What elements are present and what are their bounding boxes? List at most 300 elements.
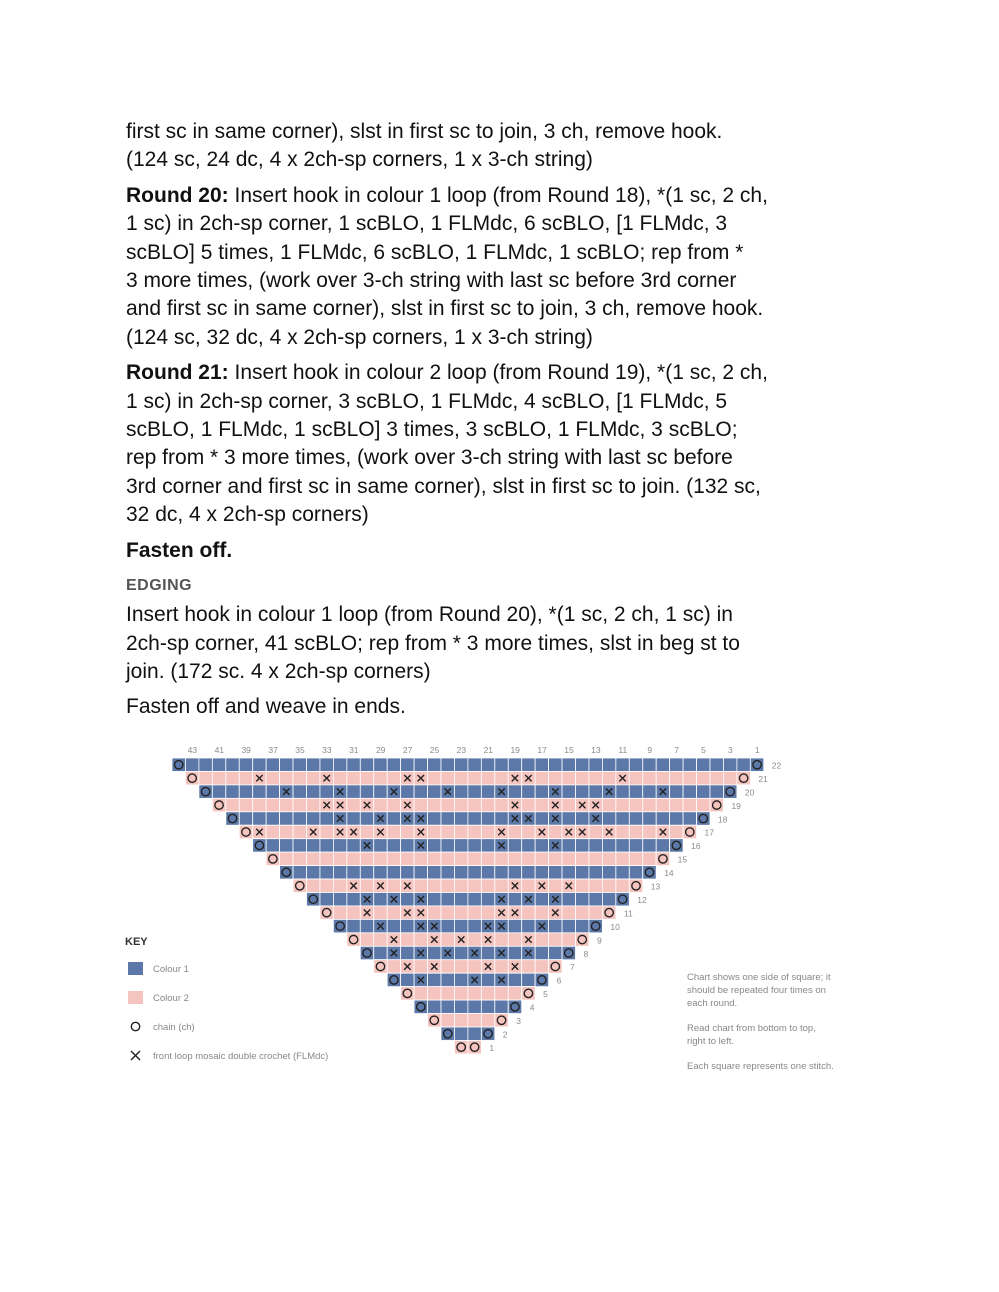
chart-cell xyxy=(616,758,629,771)
chart-cell xyxy=(522,798,535,811)
intro-line: (124 sc, 24 dc, 4 x 2ch-sp corners, 1 x 3-ch string) xyxy=(126,148,593,172)
column-label: 13 xyxy=(591,745,601,755)
round-21-line: rep from * 3 more times, (work over 3-ch string with last sc before xyxy=(126,446,733,470)
row-label: 3 xyxy=(516,1016,521,1026)
chart-cell xyxy=(280,852,293,865)
chart-cell xyxy=(670,758,683,771)
chart-cell xyxy=(414,798,427,811)
chart-cell xyxy=(454,1014,467,1027)
chart-cell xyxy=(441,839,454,852)
chart-cell xyxy=(549,852,562,865)
chart-cell xyxy=(468,825,481,838)
chart-cell xyxy=(495,1000,508,1013)
chart-cell xyxy=(293,785,306,798)
chart-cell xyxy=(307,785,320,798)
chart-cell xyxy=(253,785,266,798)
chart-cell xyxy=(495,933,508,946)
chart-cell xyxy=(643,785,656,798)
chart-cell xyxy=(549,919,562,932)
chart-cell xyxy=(414,960,427,973)
chart-cell xyxy=(535,852,548,865)
key-label: Colour 1 xyxy=(153,964,189,975)
chart-cell xyxy=(522,785,535,798)
column-label: 37 xyxy=(268,745,278,755)
chart-cell xyxy=(428,987,441,1000)
chart-cell xyxy=(401,758,414,771)
chart-cell xyxy=(320,839,333,852)
chart-cell xyxy=(562,893,575,906)
chart-cell xyxy=(535,960,548,973)
edging-heading: EDGING xyxy=(126,577,193,595)
chart-cell xyxy=(347,839,360,852)
chart-cell xyxy=(441,1000,454,1013)
chart-cell xyxy=(293,839,306,852)
chart-cell xyxy=(602,866,615,879)
chart-cell xyxy=(360,866,373,879)
row-label: 7 xyxy=(570,962,575,973)
column-label: 19 xyxy=(510,745,520,755)
chart-cell xyxy=(454,812,467,825)
chart-cell xyxy=(414,785,427,798)
round-20-label: Round 20: xyxy=(126,183,229,207)
chart-cell xyxy=(441,919,454,932)
chart-cell xyxy=(481,946,494,959)
chart-cell xyxy=(307,866,320,879)
chart-cell xyxy=(428,1000,441,1013)
chart-cell xyxy=(481,758,494,771)
chart-cell xyxy=(589,879,602,892)
chart-cell xyxy=(428,866,441,879)
key-label: front loop mosaic double crochet (FLMdc) xyxy=(153,1051,329,1062)
chart-cell xyxy=(212,758,225,771)
chart-cell xyxy=(508,866,521,879)
chart-cell xyxy=(441,798,454,811)
chart-cell xyxy=(468,771,481,784)
chart-cell xyxy=(307,771,320,784)
chart-note: right to left. xyxy=(687,1036,734,1047)
row-label: 22 xyxy=(771,760,782,771)
chart-cell xyxy=(670,785,683,798)
chart-cell xyxy=(293,866,306,879)
column-label: 17 xyxy=(537,745,547,755)
chart-cell xyxy=(199,771,212,784)
chart-cell xyxy=(468,879,481,892)
chart-cell xyxy=(535,758,548,771)
chart-cell xyxy=(454,839,467,852)
chart-cell xyxy=(495,960,508,973)
chart-cell xyxy=(468,960,481,973)
chart-cell xyxy=(522,960,535,973)
chart-cell xyxy=(320,812,333,825)
chart-cell xyxy=(522,852,535,865)
chart-cell xyxy=(468,758,481,771)
chart-cell xyxy=(374,798,387,811)
round-20-text: Insert hook in colour 1 loop (from Round 18), *(1 sc, 2 ch, xyxy=(228,183,768,207)
chart-cell xyxy=(629,839,642,852)
chart-cell xyxy=(454,758,467,771)
chart-cell xyxy=(387,906,400,919)
chart-cell xyxy=(333,852,346,865)
chart-cell xyxy=(333,839,346,852)
chart-cell xyxy=(576,906,589,919)
round-21-paragraph xyxy=(126,359,886,529)
chart-cell xyxy=(441,866,454,879)
chart-cell xyxy=(454,866,467,879)
chart-cell xyxy=(468,933,481,946)
chart-cell xyxy=(522,839,535,852)
chart-cell xyxy=(549,933,562,946)
chart-cell xyxy=(535,785,548,798)
chart-cell xyxy=(643,825,656,838)
chart-cell xyxy=(522,825,535,838)
chart-cell xyxy=(697,798,710,811)
chart-cell xyxy=(535,839,548,852)
row-label: 4 xyxy=(529,1002,535,1013)
chart-cell xyxy=(226,785,239,798)
chart-cell xyxy=(428,879,441,892)
chart-cell xyxy=(333,906,346,919)
chart-cell xyxy=(347,852,360,865)
chart-cell xyxy=(468,812,481,825)
chart-cell xyxy=(481,973,494,986)
round-20-paragraph xyxy=(126,182,886,352)
chart-cell xyxy=(401,973,414,986)
chart-cell xyxy=(629,771,642,784)
chart-cell xyxy=(360,933,373,946)
chart-cell xyxy=(549,879,562,892)
chart-cell xyxy=(307,879,320,892)
chart-cell xyxy=(589,852,602,865)
chart-cell xyxy=(441,973,454,986)
column-label: 5 xyxy=(701,745,706,755)
chart-cell xyxy=(401,839,414,852)
chart-cell xyxy=(629,852,642,865)
chart-cell xyxy=(656,758,669,771)
chart-cell xyxy=(293,812,306,825)
chart-cell xyxy=(293,771,306,784)
round-21-line: 1 sc) in 2ch-sp corner, 3 scBLO, 1 FLMdc, 4 scBLO, [1 FLMdc, 5 xyxy=(126,389,728,413)
chart-cell xyxy=(562,758,575,771)
chart-cell xyxy=(522,906,535,919)
column-label: 35 xyxy=(295,745,305,755)
chart-cell xyxy=(374,893,387,906)
chart-cell xyxy=(454,960,467,973)
round-21-line: 3rd corner and first sc in same corner), slst in first sc to join. (132 sc, xyxy=(126,474,761,498)
chart-cell xyxy=(401,852,414,865)
chart-cell xyxy=(602,852,615,865)
chart-cell xyxy=(212,771,225,784)
row-label: 14 xyxy=(664,868,674,879)
edging-line: join. (172 sc. 4 x 2ch-sp corners) xyxy=(126,659,431,683)
chart-cell xyxy=(481,906,494,919)
chart-cell xyxy=(293,852,306,865)
chart-cell xyxy=(602,798,615,811)
chart-cell xyxy=(697,785,710,798)
chart-cell xyxy=(616,812,629,825)
chart-cell xyxy=(428,852,441,865)
chart-cell xyxy=(670,812,683,825)
round-21-line xyxy=(126,359,886,387)
chart-cell xyxy=(522,919,535,932)
chart-cell xyxy=(670,798,683,811)
chart-cell xyxy=(387,758,400,771)
chart-cell xyxy=(454,1000,467,1013)
chart-cell xyxy=(481,1014,494,1027)
chart-cell xyxy=(360,879,373,892)
chart-cell xyxy=(683,758,696,771)
chart-cell xyxy=(481,866,494,879)
row-label: 8 xyxy=(583,948,589,959)
chart-cell xyxy=(468,919,481,932)
chart-cell xyxy=(495,812,508,825)
chart-cell xyxy=(401,933,414,946)
chart-cell xyxy=(401,946,414,959)
chart-cell xyxy=(697,758,710,771)
chart-cell xyxy=(508,987,521,1000)
chart-cell xyxy=(508,946,521,959)
column-label: 9 xyxy=(647,745,653,755)
key-label: chain (ch) xyxy=(153,1022,195,1033)
chart-cell xyxy=(508,825,521,838)
chart-cell xyxy=(401,893,414,906)
row-label: 9 xyxy=(596,935,602,946)
chart-cell xyxy=(495,866,508,879)
column-label: 33 xyxy=(322,745,332,755)
chart-note: Read chart from bottom to top, xyxy=(687,1023,816,1034)
chart-cell xyxy=(576,866,589,879)
chart-cell xyxy=(199,758,212,771)
edging-line: Insert hook in colour 1 loop (from Round 20), *(1 sc, 2 ch, 1 sc) in xyxy=(126,603,733,627)
chart-cell xyxy=(428,812,441,825)
chart-cell xyxy=(468,906,481,919)
chart-cell xyxy=(441,758,454,771)
chart-cell xyxy=(508,973,521,986)
edging-line: 2ch-sp corner, 41 scBLO; rep from * 3 more times, slst in beg st to xyxy=(126,631,740,655)
row-label: 20 xyxy=(744,787,755,798)
chart-cell xyxy=(723,771,736,784)
chart-cell xyxy=(441,933,454,946)
chart-cell xyxy=(414,866,427,879)
column-label: 15 xyxy=(564,745,574,755)
chart-cell xyxy=(428,758,441,771)
column-label: 23 xyxy=(456,745,467,755)
chart-cell xyxy=(522,866,535,879)
chart-cell xyxy=(656,812,669,825)
chart-cell xyxy=(280,758,293,771)
chart-cell xyxy=(387,960,400,973)
key-label: Colour 2 xyxy=(153,993,189,1004)
chart-cell xyxy=(535,946,548,959)
chart-cell xyxy=(454,906,467,919)
chart-cell xyxy=(535,798,548,811)
chart-cell xyxy=(441,771,454,784)
chart-cell xyxy=(387,879,400,892)
chart-cell xyxy=(737,758,750,771)
row-label: 16 xyxy=(691,841,701,852)
chart-cell xyxy=(670,825,683,838)
mosaic-chart-figure xyxy=(0,740,999,1090)
row-label: 2 xyxy=(502,1029,508,1040)
chart-cell xyxy=(535,812,548,825)
round-21-line: scBLO, 1 FLMdc, 1 scBLO] 3 times, 3 scBLO, 1 FLMdc, 3 scBLO; xyxy=(126,418,738,442)
chart-cell xyxy=(670,771,683,784)
chart-cell xyxy=(589,866,602,879)
chart-cell xyxy=(602,771,615,784)
chart-cell xyxy=(562,866,575,879)
chart-cell xyxy=(589,771,602,784)
chart-cell xyxy=(253,758,266,771)
chart-cell xyxy=(468,1000,481,1013)
chart-cell xyxy=(428,771,441,784)
chart-cell xyxy=(387,852,400,865)
row-label: 12 xyxy=(637,894,647,905)
chart-cell xyxy=(454,852,467,865)
chart-cell xyxy=(535,893,548,906)
chart-cell xyxy=(280,825,293,838)
chart-cell xyxy=(441,960,454,973)
chart-cell xyxy=(495,987,508,1000)
column-label: 27 xyxy=(402,745,413,755)
chart-cell xyxy=(280,771,293,784)
column-label: 31 xyxy=(349,745,359,755)
chart-cell xyxy=(266,839,279,852)
chart-cell xyxy=(481,839,494,852)
chart-cell xyxy=(226,771,239,784)
chain-key-icon xyxy=(131,1022,139,1030)
chart-cell xyxy=(374,852,387,865)
chart-cell xyxy=(333,879,346,892)
chart-cell xyxy=(562,919,575,932)
chart-cell xyxy=(468,1014,481,1027)
chart-cell xyxy=(401,919,414,932)
round-20-line xyxy=(126,182,886,210)
chart-cell xyxy=(643,758,656,771)
chart-cell xyxy=(239,758,252,771)
chart-cell xyxy=(280,798,293,811)
chart-cell xyxy=(562,839,575,852)
chart-cell xyxy=(320,879,333,892)
chart-cell xyxy=(454,879,467,892)
chart-cell xyxy=(387,839,400,852)
chart-cell xyxy=(360,919,373,932)
chart-cell xyxy=(495,879,508,892)
chart-cell xyxy=(508,893,521,906)
chart-cell xyxy=(239,812,252,825)
chart-cell xyxy=(454,1027,467,1040)
chart-cell xyxy=(360,812,373,825)
chart-cell xyxy=(307,839,320,852)
chart-cell xyxy=(441,812,454,825)
chart-note: should be repeated four times on xyxy=(687,985,826,996)
chart-cell xyxy=(428,798,441,811)
chart-cell xyxy=(656,798,669,811)
chart-cell xyxy=(414,758,427,771)
chart-cell xyxy=(643,798,656,811)
chart-cell xyxy=(710,758,723,771)
chart-cell xyxy=(535,906,548,919)
chart-cell xyxy=(441,825,454,838)
chart-cell xyxy=(441,893,454,906)
chart-cell xyxy=(535,933,548,946)
chart-cell xyxy=(495,771,508,784)
row-label: 18 xyxy=(718,814,728,825)
chart-cell xyxy=(576,785,589,798)
chart-cell xyxy=(293,758,306,771)
row-label: 19 xyxy=(731,800,741,811)
chart-cell xyxy=(562,812,575,825)
row-label: 11 xyxy=(623,908,633,919)
chart-cell xyxy=(576,893,589,906)
chart-cell xyxy=(629,812,642,825)
chart-cell xyxy=(468,893,481,906)
chart-cell xyxy=(333,771,346,784)
chart-cell xyxy=(333,866,346,879)
chart-cell xyxy=(307,852,320,865)
chart-cell xyxy=(576,919,589,932)
chart-cell xyxy=(562,933,575,946)
chart-cell xyxy=(387,825,400,838)
chart-cell xyxy=(508,839,521,852)
key-swatch xyxy=(128,991,143,1004)
chart-cell xyxy=(320,825,333,838)
chart-cell xyxy=(468,1027,481,1040)
chart-cell xyxy=(428,973,441,986)
chart-cell xyxy=(616,798,629,811)
chart-cell xyxy=(576,852,589,865)
chart-cell xyxy=(629,798,642,811)
chart-cell xyxy=(441,852,454,865)
chart-cell xyxy=(428,906,441,919)
chart-cell xyxy=(549,866,562,879)
chart-cell xyxy=(616,839,629,852)
chart-cell xyxy=(508,919,521,932)
chart-cell xyxy=(549,771,562,784)
chart-cell xyxy=(387,919,400,932)
chart-cell xyxy=(454,893,467,906)
chart-cell xyxy=(266,758,279,771)
chart-cell xyxy=(333,758,346,771)
chart-cell xyxy=(589,758,602,771)
chart-cell xyxy=(643,839,656,852)
chart-note: Each square represents one stitch. xyxy=(687,1061,834,1072)
chart-cell xyxy=(266,798,279,811)
chart-cell xyxy=(401,785,414,798)
column-label: 7 xyxy=(674,745,679,755)
chart-cell xyxy=(468,987,481,1000)
chart-cell xyxy=(347,812,360,825)
chart-cell xyxy=(454,771,467,784)
chart-cell xyxy=(307,798,320,811)
chart-cell xyxy=(656,771,669,784)
chart-cell xyxy=(347,758,360,771)
chart-cell xyxy=(602,839,615,852)
chart-cell xyxy=(428,825,441,838)
chart-cell xyxy=(643,771,656,784)
chart-cell xyxy=(562,798,575,811)
chart-cell xyxy=(616,852,629,865)
chart-cell xyxy=(629,825,642,838)
chart-cell xyxy=(360,758,373,771)
chart-cell xyxy=(454,973,467,986)
chart-cell xyxy=(293,825,306,838)
chart-cell xyxy=(481,1000,494,1013)
chart-cell xyxy=(723,758,736,771)
chart-cell xyxy=(589,825,602,838)
chart-cell xyxy=(616,825,629,838)
chart-cell xyxy=(629,785,642,798)
row-label: 15 xyxy=(677,854,688,865)
chart-cell xyxy=(414,879,427,892)
